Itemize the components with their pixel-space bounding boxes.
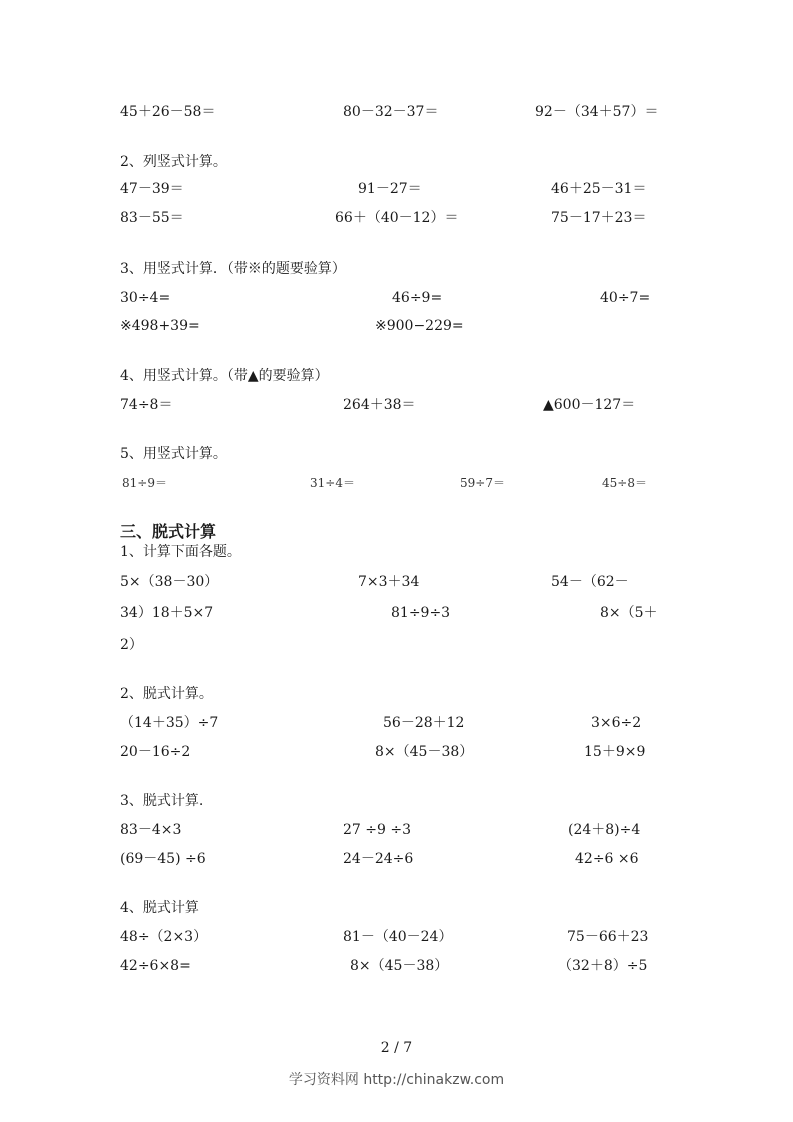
expression: (69－45) ÷6 (120, 851, 206, 867)
expression: 15＋9×9 (584, 744, 646, 760)
expression: ※498+39= (120, 318, 200, 334)
expression: 45＋26－58＝ (120, 104, 216, 120)
expression: 8×（5＋ (600, 605, 658, 621)
expression: 83－4×3 (120, 822, 182, 838)
expression: 27 ÷9 ÷3 (343, 822, 411, 838)
question-title: 3、用竖式计算．（带※的题要验算） (120, 261, 346, 277)
question-title: 5、用竖式计算。 (120, 446, 227, 462)
footer-watermark: 学习资料网 http://chinakzw.com (288, 1072, 505, 1088)
expression: （14＋35）÷7 (120, 715, 219, 731)
expression: 54－（62－ (551, 574, 629, 590)
expression: 20－16÷2 (120, 744, 191, 760)
expression: 56－28＋12 (383, 715, 465, 731)
question-title: 1、计算下面各题。 (120, 544, 241, 560)
expression: 3×6÷2 (591, 715, 642, 731)
expression: 46＋25－31＝ (551, 181, 647, 197)
expression: （32＋8）÷5 (558, 958, 648, 974)
expression: 7×3＋34 (358, 574, 420, 590)
question-title: 4、用竖式计算。（带▲的要验算） (120, 368, 329, 384)
expression: 42÷6 ×6 (575, 851, 639, 867)
expression: 2） (120, 637, 143, 653)
expression: 8×（45－38） (350, 958, 449, 974)
expression: 81÷9＝ (122, 476, 167, 490)
expression: 34）18＋5×7 (120, 605, 214, 621)
question-title: 4、脱式计算 (120, 900, 199, 916)
expression: 31÷4＝ (310, 476, 355, 490)
expression: ※900−229= (375, 318, 464, 334)
expression: ▲600－127＝ (543, 397, 636, 413)
expression: 66＋（40－12）＝ (335, 210, 459, 226)
expression: 48÷（2×3） (120, 929, 208, 945)
expression: 74÷8＝ (120, 397, 173, 413)
expression: (24＋8)÷4 (568, 822, 641, 838)
expression: 75－17＋23＝ (551, 210, 647, 226)
expression: 59÷7＝ (460, 476, 505, 490)
expression: 81－（40－24） (343, 929, 453, 945)
expression: 92－（34＋57）＝ (535, 104, 659, 120)
expression: 83－55＝ (120, 210, 184, 226)
expression: 81÷9÷3 (391, 605, 451, 621)
question-title: 2、脱式计算。 (120, 686, 213, 702)
expression: 42÷6×8= (120, 958, 191, 974)
expression: 91－27＝ (358, 181, 422, 197)
expression: 30÷4= (120, 290, 171, 306)
expression: 45÷8＝ (602, 476, 647, 490)
section-title: 三、脱式计算 (120, 522, 217, 541)
expression: 40÷7= (600, 290, 651, 306)
page-number: 2 / 7 (380, 1040, 413, 1056)
question-title: 2、列竖式计算。 (120, 154, 227, 170)
expression: 8×（45－38） (375, 744, 474, 760)
question-title: 3、脱式计算. (120, 793, 204, 809)
expression: 24－24÷6 (343, 851, 414, 867)
expression: 80－32－37＝ (343, 104, 439, 120)
expression: 47－39＝ (120, 181, 184, 197)
expression: 75－66＋23 (567, 929, 649, 945)
expression: 5×（38－30） (120, 574, 219, 590)
expression: 264＋38＝ (343, 397, 416, 413)
expression: 46÷9= (392, 290, 443, 306)
